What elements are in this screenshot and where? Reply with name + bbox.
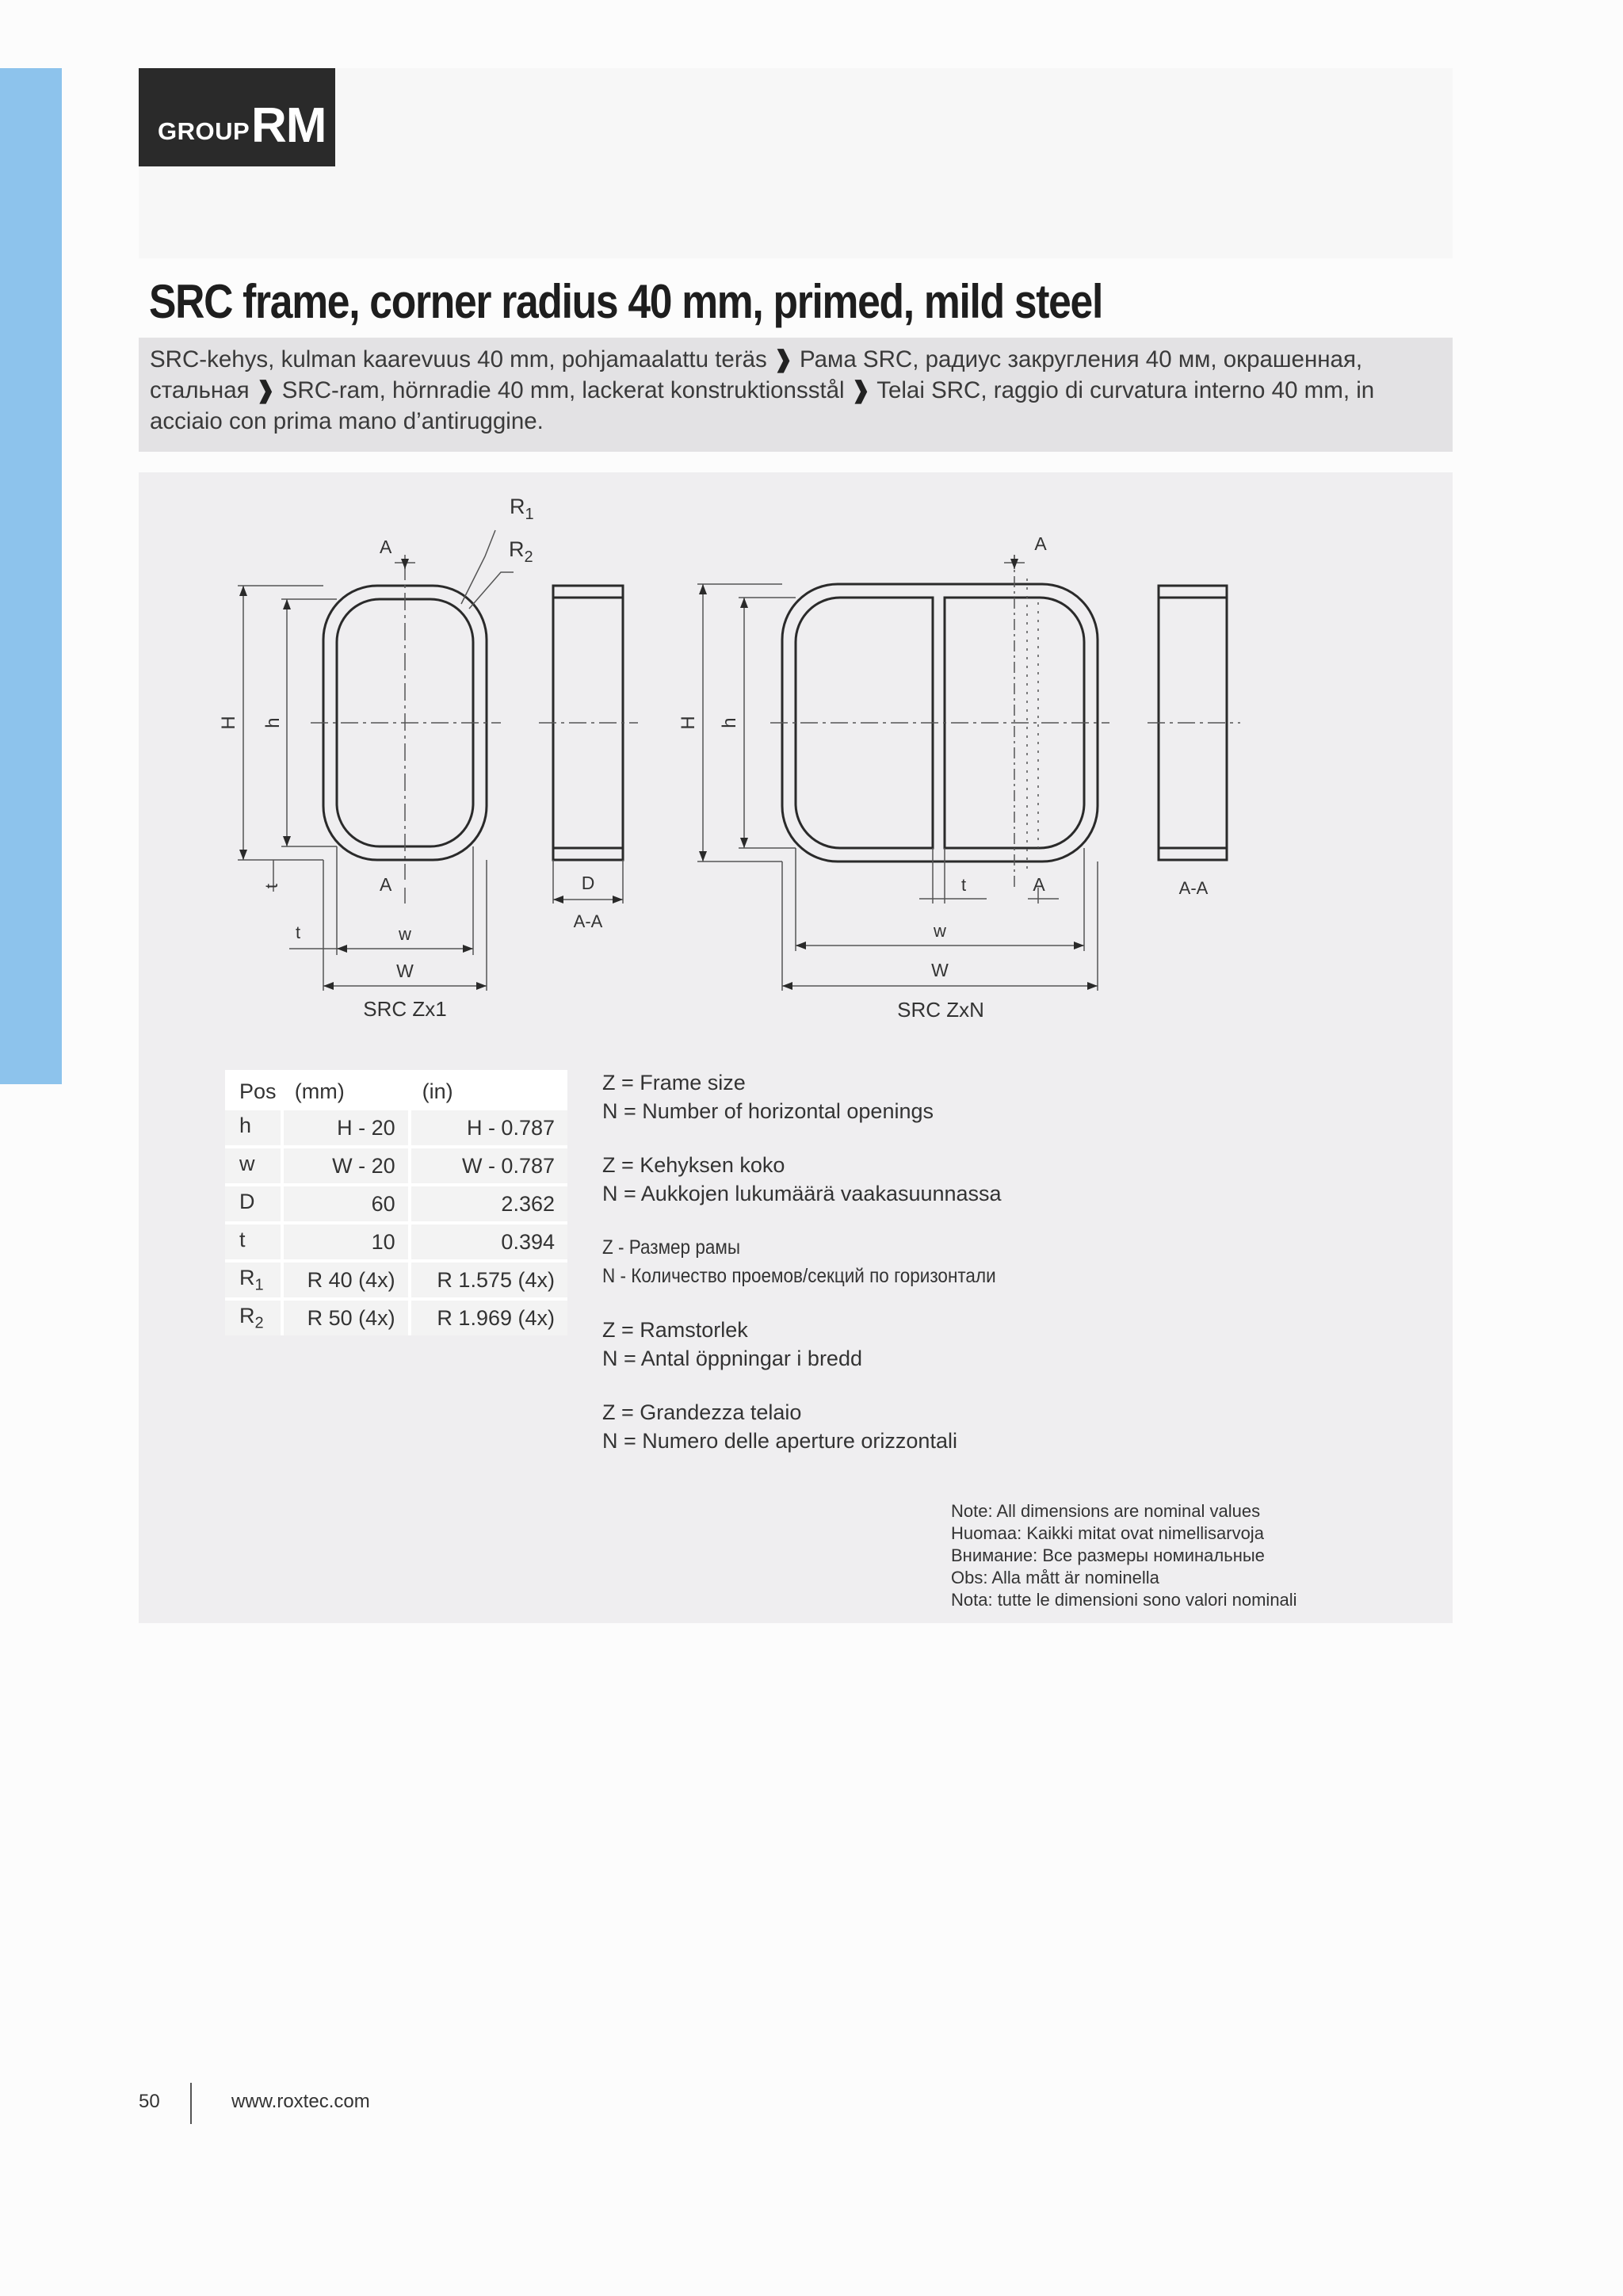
cell-mm: 10 [281,1221,408,1259]
legend-group-en [602,1068,1173,1125]
cell-pos: D [225,1183,281,1221]
table-row [225,1221,567,1259]
table-row [225,1183,567,1221]
left-dim-W: W [396,961,414,981]
footer-divider [190,2083,192,2124]
right-section-marker-top: A [1034,533,1047,554]
group-code: RM [251,98,327,153]
left-dim-t: t [296,923,301,942]
right-dim-w: w [934,921,946,941]
separator-chevron: ❱ [255,377,276,403]
legend-n: N - Количество проемов/секций по горизонтали [602,1265,996,1287]
subtitle-fi: SRC-kehys, kulman kaarevuus 40 mm, pohjamaalattu teräs [150,346,767,372]
legend-n: N = Antal öppningar i bredd [602,1347,862,1370]
legend-n: N = Aukkojen lukumäärä vaakasuunnassa [602,1182,1002,1205]
right-section-marker-bottom: A [1033,874,1045,895]
right-caption: SRC ZxN [897,998,984,1022]
right-dim-t: t [960,875,967,895]
label-r2: $R_2$ [509,537,533,566]
note-line: Внимание: Все размеры номинальные [951,1545,1265,1565]
table-row [225,1145,567,1183]
right-dim-H: H [678,716,699,730]
page-number: 50 [139,2091,160,2112]
cell-mm: R 40 (4x) [281,1259,408,1297]
left-dim-t-vertical: t [262,883,281,889]
cell-mm: R 50 (4x) [281,1297,408,1335]
dimension-table [225,1070,567,1335]
cell-mm: W - 20 [281,1145,408,1183]
cell-in: R 1.575 (4x) [408,1259,567,1297]
legend-z: Z = Frame size [602,1071,746,1095]
cell-in: R 1.969 (4x) [408,1297,567,1335]
left-side-dim-D: D [581,873,595,893]
label-r1: $R_1$ [510,495,534,523]
legend-z: Z - Размер рамы [602,1236,740,1259]
group-label: GROUP [158,117,250,145]
cell-mm: 60 [281,1183,408,1221]
legend-group-it [602,1398,1173,1455]
note-line: Obs: Alla mått är nominella [951,1568,1159,1587]
left-dim-w: w [399,924,411,944]
table-row [225,1297,567,1335]
cell-pos: t [225,1221,281,1259]
cell-pos: w [225,1145,281,1183]
left-caption: SRC Zx1 [363,997,447,1021]
note-line: Note: All dimensions are nominal values [951,1501,1261,1521]
subtitle-sv: SRC-ram, hörnradie 40 mm, lackerat konstruktionsstål [281,377,845,403]
column-header-in: (in) [422,1079,453,1103]
cell-pos: h [225,1107,281,1145]
legend-z: Z = Grandezza telaio [602,1400,802,1424]
cell-mm: H - 20 [281,1107,408,1145]
note-line: Nota: tutte le dimensioni sono valori nominali [951,1590,1297,1610]
footer-website-link[interactable]: www.roxtec.com [231,2091,370,2112]
note-line: Huomaa: Kaikki mitat ovat nimellisarvoja [951,1523,1264,1543]
right-side-section-label: A-A [1178,878,1209,898]
legend-z: Z = Ramstorlek [602,1318,748,1342]
cell-in: 2.362 [408,1183,567,1221]
legend-n: N = Numero delle aperture orizzontali [602,1429,957,1453]
left-dim-H: H [218,716,239,730]
separator-chevron: ❱ [773,346,793,372]
legend-n: N = Number of horizontal openings [602,1099,934,1123]
separator-chevron: ❱ [850,377,871,403]
left-section-marker-bottom: A [380,874,392,895]
subtitle-it: Telai SRC, raggio di curvatura interno 40 mm, in acciaio con prima mano d’antiruggine. [150,377,1375,434]
legend-group-ru [602,1233,1116,1290]
legend-block [602,1068,1173,1480]
table-row [225,1259,567,1297]
cell-in: 0.394 [408,1221,567,1259]
left-section-marker-top: A [380,537,392,557]
nominal-values-note [951,1500,1297,1611]
cell-pos: $R_2$ [225,1297,281,1335]
right-dim-h: h [719,717,740,728]
right-dim-W: W [931,960,949,980]
column-header-pos: Pos [239,1079,277,1103]
table-row [225,1107,567,1145]
cell-pos: $R_1$ [225,1259,281,1297]
subtitle-ru: Рама SRC, радиус закругления 40 мм, окрашенная, стальная [150,346,1363,403]
cell-in: H - 0.787 [408,1107,567,1145]
column-header-mm: (mm) [294,1079,345,1103]
legend-group-fi [602,1151,1173,1208]
left-side-section-label: A-A [573,911,603,931]
left-dim-h: h [262,717,284,728]
cell-in: W - 0.787 [408,1145,567,1183]
page-title: SRC frame, corner radius 40 mm, primed, mild steel [149,275,1103,328]
table-header-row [225,1070,567,1107]
legend-group-sv [602,1316,1173,1373]
legend-z: Z = Kehyksen koko [602,1153,785,1177]
